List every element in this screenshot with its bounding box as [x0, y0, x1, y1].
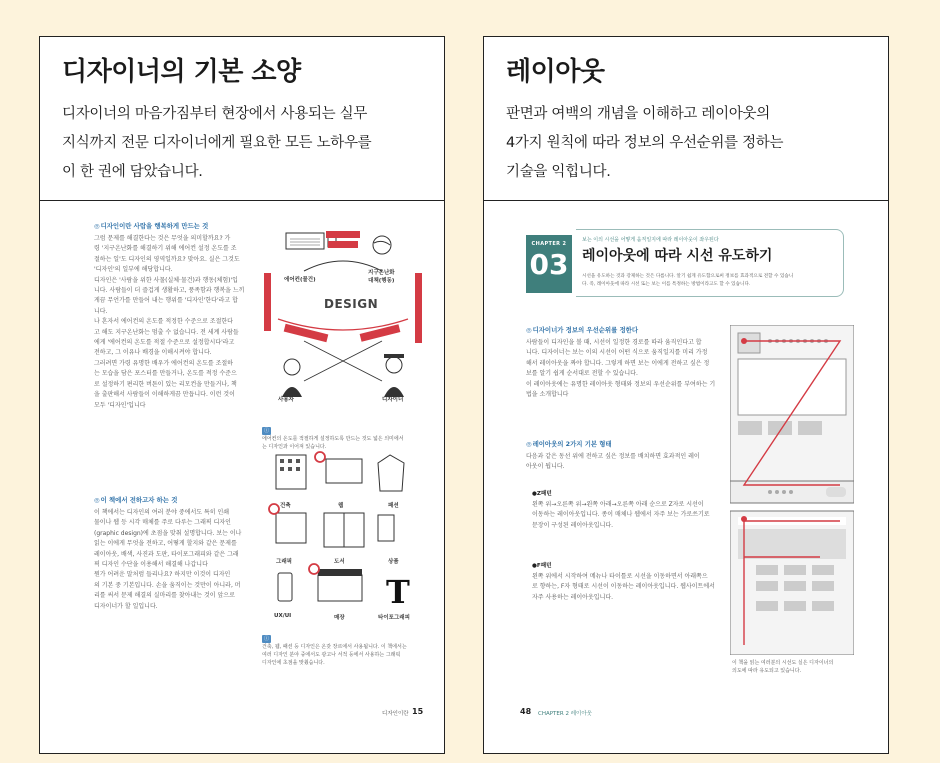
subsection-heading: ●Z패턴: [532, 491, 552, 497]
layout-pattern-illustration: [730, 325, 854, 655]
design-word: DESIGN: [324, 297, 379, 311]
design-concept-diagram: [264, 231, 422, 411]
page-footer-label: 디자인이란: [382, 711, 409, 717]
chapter-label: CHAPTER 2: [531, 241, 567, 247]
field-label: 그래픽: [276, 559, 292, 565]
field-label: 타이포그래피: [378, 615, 410, 621]
text-column: [94, 495, 268, 612]
field-label: 패션: [388, 503, 399, 509]
field-label: 매장: [334, 615, 345, 621]
card-header: [484, 37, 888, 201]
figure-caption: [262, 419, 404, 451]
layout-card: [483, 36, 889, 754]
design-basics-card: [39, 36, 445, 754]
section-heading: ◎ 레이아웃의 2가지 기본 형태: [526, 439, 716, 448]
section-heading: ◎ 디자인이란 사람을 행복하게 만드는 것: [94, 221, 268, 230]
text-column: [526, 325, 716, 400]
design-fields-grid: [266, 451, 422, 635]
card-title: 레이아웃: [506, 57, 605, 87]
section-body: 그럼 문제를 해결한다는 것은 무엇을 의미할까요? 가 령 '지구온난화를 해결하기 위해 에어컨 설정 온도를 조 절하는 일'도 디자인의 영역일까요? 맞아요. 실은 그것도 '디자인'의 일부에 해당합니다. 디자인은 '사람을 위한 사물(실체·물건)과 행동(체험)'입 니다. 사람들이 더 즐겁게 생활하고, 풍족함과 행복을 느끼 게끔 무언가를 만들어 내는 행위를 '디자인'한다'라고 합 니다. 나 혼자서 에어컨의 온도를 적정한 수준으로 조절한다 고 해도 지구온난화는 멈출 수 없습니다. 전 세계 사람들 에게 '에어컨의 온도를 적절 수준으로 설정합시다'라고 전하고, 그 이유나 배경을 이해시켜야 합니다. 그러려면 가령 유명한 배우가 에어컨의 온도를 조절하 는 모습을 담은 포스터를 만들거나, 온도를 적정 수준으 로 설정하기 편리한 버튼이 있는 리모컨을 만들거나, 책 을 출판해서 사람들이 이해하게끔 만듭니다. 이런 것이 모두 '디자인'입니다: [94, 235, 245, 409]
card-header: [40, 37, 444, 201]
text-column: [94, 221, 268, 411]
field-label: 건축: [280, 503, 291, 509]
field-label: UX/UI: [274, 613, 292, 619]
subsection-heading: ●F패턴: [532, 563, 552, 569]
aircon-label: 에어컨(물건): [284, 277, 316, 283]
caption-text: 에어컨의 온도를 적절하게 설정하도록 만드는 것도 넓은 의미에서 는 디자인과 이어져 있습니다.: [262, 436, 404, 450]
subsection-body: 왼쪽 위→오른쪽 위→왼쪽 아래→오른쪽 아래 순으로 Z자로 시선이 이동하는 레이아웃입니다. 종이 매체나 웹에서 자주 보는 가로쓰기로 문장이 구성된 레이아웃입니다.: [532, 501, 710, 529]
book-page-preview: [52, 207, 432, 741]
page-footer-label: CHAPTER 2 레이아웃: [538, 711, 592, 717]
book-page-preview: [496, 207, 876, 741]
card-title: 디자이너의 기본 소양: [62, 57, 301, 87]
chapter-title: 레이아웃에 따라 시선 유도하기: [582, 248, 773, 264]
section-body: 다음과 같은 동선 위에 전하고 싶은 정보를 배치하면 효과적인 레이 아웃이 됩니다.: [526, 453, 700, 471]
caption-text: 건축, 웹, 패션 등 디자인은 온갖 장르에서 사용됩니다. 이 책에서는 여러 디자인 분야 중에서도 광고나 서적 등에서 사용하는 그래픽 디자인에 초점을 맞췄습니다.: [262, 644, 407, 666]
subsection-body: 왼쪽 위에서 시작하여 메뉴나 타이틀로 시선을 이동하면서 아래쪽으 로 향하는, F자 형태로 시선이 이동하는 레이아웃입니다. 웹사이트에서 자주 사용하는 레이아웃입니다.: [532, 573, 715, 601]
section-heading: ◎ 디자이너가 정보의 우선순위를 정한다: [526, 325, 716, 334]
svg-text:T: T: [386, 573, 410, 611]
card-description: 판면과 여백의 개념을 이해하고 레이아웃의 4가지 원칙에 따라 정보의 우선순위를 정하는 기술을 익힙니다.: [506, 106, 784, 181]
card-description: 디자이너의 마음가짐부터 현장에서 사용되는 실무 지식까지 전문 디자이너에게 필요한 모든 노하우를 이 한 권에 담았습니다.: [62, 106, 372, 181]
page-number: 15: [412, 707, 424, 716]
chapter-number: 03: [529, 248, 569, 281]
chapter-description: 시선을 유도하는 것과 강제하는 것은 다릅니다. 알기 쉽게 유도함으로써 정보를 효과적으로 전할 수 있습니 다. 즉, 레이아웃에 따라 시선 또는 보는 이를 특정하는 방법이라고도 할 수 있습니다.: [582, 274, 794, 287]
figure-caption: 이 책을 읽는 여러분의 시선도 실은 디자이너의 의도에 따라 유도되고 있습니다.: [732, 660, 834, 674]
field-label: 상품: [388, 559, 399, 565]
text-column: [526, 439, 716, 473]
chapter-header: [576, 229, 844, 297]
section-body: 이 책에서는 디자인의 여러 분야 중에서도 특히 인쇄 물이나 웹 등 시각 매체를 주로 다루는 그래픽 디자인 (graphic design)에 초점을 맞춰 설명합니다. 보는 이나 읽는 이에게 무엇을 전하고, 어떻게 할지와 같은 문제를 레이아웃, 배색, 사진과 도판, 타이포그래피와 같은 그래 픽 디자인 수단을 이용해서 해결해 나갑니다 뭔가 어려운 말처럼 들리나요? 하지만 이것이 디자인 의 기본 중 기본입니다. 손을 움직이는 것만이 아니라, 머 리를 써서 문제 해결의 실마리를 찾아내는 것이 앞으로 디자이너가 할 일입니다.: [94, 509, 242, 610]
note-icon: ⓘ: [264, 428, 270, 434]
designer-label: 디자이너: [382, 397, 404, 403]
figure-caption: [262, 627, 407, 667]
section-body: 사람들이 디자인을 볼 때, 시선이 일정한 경로를 따라 움직인다고 합 니다. 디자이너는 보는 이의 시선이 어떤 식으로 움직일지를 미리 가정 해서 레이아웃을 짜야 합니다. 그렇게 하면 보는 이에게 전하고 싶은 정 보를 알기 쉽게 순서대로 전할 수 있습니다. 이 레이아웃에는 유명한 레이아웃 형태와 정보의 우선순위를 부여하는 기 법을 소개합니다: [526, 339, 716, 399]
page-number: 48: [520, 707, 532, 716]
chapter-badge: [526, 235, 572, 293]
user-label: 사용자: [278, 397, 294, 403]
f-pattern-block: [532, 561, 722, 603]
chapter-subtitle: 보는 이의 시선을 어떻게 움직일지에 따라 레이아웃이 좌우된다: [582, 237, 719, 243]
z-pattern-block: [532, 489, 722, 531]
field-label: 도서: [334, 559, 345, 565]
note-icon: ⓘ: [264, 636, 270, 642]
field-label: 웹: [338, 503, 344, 509]
earth-label: 지구온난화 대책(행동): [368, 270, 395, 284]
section-heading: ◎ 이 책에서 전하고자 하는 것: [94, 495, 268, 504]
